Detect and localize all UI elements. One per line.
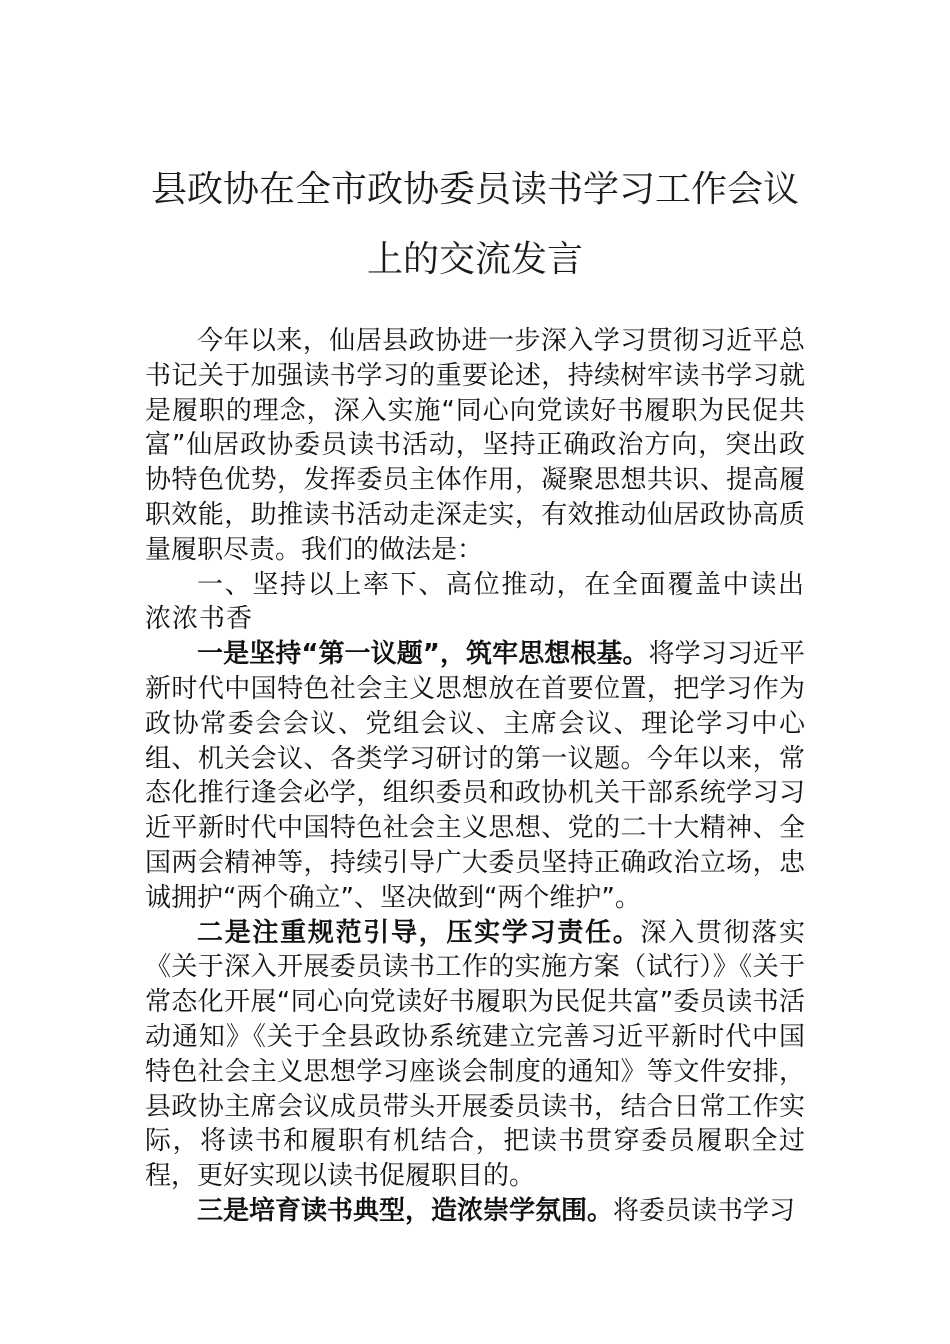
point-1-text: 将学习习近平新时代中国特色社会主义思想放在首要位置，把学习作为政协常委会会议、党组会议、主席会议、理论学习中心组、机关会议、各类学习研讨的第一议题。今年以来，常态化推行逢会必学，组织委员和政协机关干部系统学习习近平新时代中国特色社会主义思想、党的二十大精神、全国两会精神等，持续引导广大委员坚持正确政治立场，忠诚拥护“两个确立”、坚决做到“两个维护”。 (145, 639, 805, 913)
point-3-lead: 三是培育读书典型，造浓崇学氛围。 (197, 1195, 614, 1226)
point-2-lead: 二是注重规范引导，压实学习责任。 (197, 917, 641, 948)
intro-paragraph: 今年以来，仙居县政协进一步深入学习贯彻习近平总书记关于加强读书学习的重要论述，持续树牢读书学习就是履职的理念，深入实施“同心向党读好书履职为民促共富”仙居政协委员读书活动，坚持正确政治方向，突出政协特色优势，发挥委员主体作用，凝聚思想共识、提高履职效能，助推读书活动走深走实，有效推动仙居政协高质量履职尽责。我们的做法是： (145, 326, 805, 565)
document-title-line-1: 县政协在全市政协委员读书学习工作会议 (150, 169, 799, 210)
point-1-paragraph (145, 637, 805, 915)
point-2-paragraph (145, 916, 805, 1194)
section-1-heading: 一、坚持以上率下、高位推动，在全面覆盖中读出浓浓书香 (145, 569, 805, 635)
point-3-text: 将委员读书学习 (613, 1195, 796, 1226)
point-1-lead: 一是坚持“第一议题”，筑牢思想根基。 (197, 639, 649, 670)
point-3-paragraph (145, 1194, 805, 1229)
point-2-text: 深入贯彻落实《关于深入开展委员读书工作的实施方案（试行）》《关于常态化开展“同心向党读好书履职为民促共富”委员读书活动通知》《关于全县政协系统建立完善习近平新时代中国特色社会主义思想学习座谈会制度的通知》等文件安排，县政协主席会议成员带头开展委员读书，结合日常工作实际，将读书和履职有机结合，把读书贯穿委员履职全过程，更好实现以读书促履职目的。 (145, 917, 805, 1192)
document-body (145, 324, 805, 1229)
document-title-line-2: 上的交流发言 (366, 239, 583, 280)
